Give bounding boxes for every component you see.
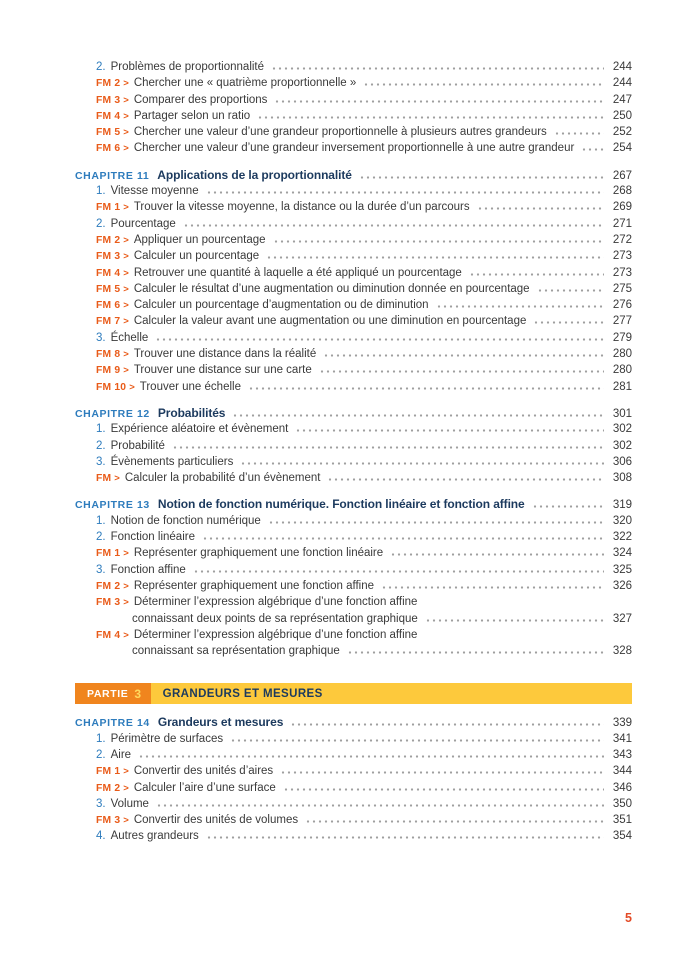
entry-title: Chercher une valeur d’une grandeur inversement proportionnelle à une autre grandeur bbox=[133, 142, 575, 155]
page-ref: 280 bbox=[612, 348, 632, 361]
entry-title: Volume bbox=[110, 797, 149, 810]
toc-method-row bbox=[75, 199, 632, 215]
toc-method-row bbox=[75, 140, 632, 156]
method-chevron-icon: > bbox=[123, 580, 129, 592]
method-chevron-icon: > bbox=[123, 782, 129, 794]
entry-title-continued: connaissant deux points de sa représentation graphique bbox=[132, 612, 418, 625]
dotted-leader bbox=[268, 521, 604, 524]
page-ref: 325 bbox=[612, 563, 632, 576]
page-ref: 319 bbox=[612, 499, 632, 512]
part-banner bbox=[75, 683, 632, 704]
method-chevron-icon: > bbox=[123, 143, 129, 155]
page-ref: 343 bbox=[612, 748, 632, 761]
dotted-leader bbox=[257, 116, 604, 119]
page-number: 5 bbox=[625, 911, 632, 925]
dotted-leader bbox=[232, 414, 604, 417]
toc-section-row bbox=[75, 747, 632, 763]
dotted-leader bbox=[554, 132, 604, 135]
entry-title: Fonction linéaire bbox=[110, 531, 195, 544]
method-label: FM 2 bbox=[96, 78, 121, 90]
toc-section-row bbox=[75, 796, 632, 812]
dotted-leader bbox=[319, 370, 604, 373]
dotted-leader bbox=[436, 305, 604, 308]
page-ref: 250 bbox=[612, 109, 632, 122]
toc-section-row bbox=[75, 183, 632, 199]
toc-method-row bbox=[75, 92, 632, 108]
method-label: FM 9 bbox=[96, 365, 121, 377]
toc-method-row bbox=[75, 594, 632, 610]
entry-title-continued: connaissant sa représentation graphique bbox=[132, 645, 340, 658]
dotted-leader bbox=[274, 100, 604, 103]
page-ref: 267 bbox=[612, 169, 632, 182]
page-ref: 275 bbox=[612, 282, 632, 295]
method-chevron-icon: > bbox=[123, 597, 129, 609]
method-chevron-icon: > bbox=[123, 267, 129, 279]
entry-title: Calculer la valeur avant une augmentation ou une diminution en pourcentage bbox=[133, 315, 527, 328]
toc-method-row bbox=[75, 232, 632, 248]
part-label: PARTIE bbox=[87, 687, 129, 700]
page-ref: 271 bbox=[612, 217, 632, 230]
method-chevron-icon: > bbox=[123, 365, 129, 377]
toc-method-row bbox=[75, 75, 632, 91]
dotted-leader bbox=[202, 537, 604, 540]
dotted-leader bbox=[156, 804, 604, 807]
method-label: FM 6 bbox=[96, 300, 121, 312]
method-chevron-icon: > bbox=[123, 548, 129, 560]
toc-method-row bbox=[75, 281, 632, 297]
section-number: 3. bbox=[96, 563, 106, 576]
entry-title: Convertir des unités de volumes bbox=[133, 814, 299, 827]
entry-title: Notion de fonction numérique bbox=[110, 514, 261, 527]
entry-title: Probabilité bbox=[110, 439, 165, 452]
method-label: FM 3 bbox=[96, 251, 121, 263]
entry-title: Représenter graphiquement une fonction linéaire bbox=[133, 547, 384, 560]
page-ref: 302 bbox=[612, 423, 632, 436]
entry-title: Aire bbox=[110, 748, 132, 761]
toc-content bbox=[75, 59, 632, 845]
entry-title: Comparer des proportions bbox=[133, 93, 268, 106]
toc-method-row-continuation bbox=[75, 643, 632, 659]
dotted-leader bbox=[172, 446, 604, 449]
part-title: GRANDEURS ET MESURES bbox=[151, 683, 632, 704]
toc-method-row bbox=[75, 379, 632, 395]
method-label: FM 6 bbox=[96, 143, 121, 155]
toc-chapter-row bbox=[75, 167, 632, 183]
section-number: 3. bbox=[96, 455, 106, 468]
dotted-leader bbox=[537, 289, 604, 292]
dotted-leader bbox=[581, 148, 604, 151]
method-chevron-icon: > bbox=[123, 283, 129, 295]
dotted-leader bbox=[323, 354, 604, 357]
entry-title: Trouver une échelle bbox=[139, 380, 241, 393]
dotted-leader bbox=[271, 67, 604, 70]
dotted-leader bbox=[363, 83, 604, 86]
toc-method-row bbox=[75, 470, 632, 486]
method-label: FM 3 bbox=[96, 597, 121, 609]
entry-title: Calculer le résultat d’une augmentation ou diminution donnée en pourcentage bbox=[133, 282, 530, 295]
dotted-leader bbox=[206, 836, 604, 839]
entry-title: Trouver la vitesse moyenne, la distance ou la durée d’un parcours bbox=[133, 201, 470, 214]
chapter-label: CHAPITRE 12 bbox=[75, 407, 150, 420]
toc-method-row bbox=[75, 812, 632, 828]
method-label: FM 1 bbox=[96, 766, 121, 778]
dotted-leader bbox=[283, 788, 604, 791]
toc-method-row bbox=[75, 362, 632, 378]
toc-section-row bbox=[75, 454, 632, 470]
method-chevron-icon: > bbox=[123, 629, 129, 641]
toc-method-row bbox=[75, 763, 632, 779]
toc-section-row bbox=[75, 562, 632, 578]
dotted-leader bbox=[266, 256, 604, 259]
entry-title: Représenter graphiquement une fonction affine bbox=[133, 579, 375, 592]
page-ref: 351 bbox=[612, 814, 632, 827]
toc-chapter-row bbox=[75, 405, 632, 421]
toc-section-row bbox=[75, 216, 632, 232]
section-number: 1. bbox=[96, 423, 106, 436]
toc-method-row bbox=[75, 248, 632, 264]
method-chevron-icon: > bbox=[123, 349, 129, 361]
dotted-leader bbox=[193, 570, 604, 573]
page-ref: 344 bbox=[612, 765, 632, 778]
section-number: 3. bbox=[96, 797, 106, 810]
page-ref: 328 bbox=[612, 645, 632, 658]
method-chevron-icon: > bbox=[123, 234, 129, 246]
entry-title: Pourcentage bbox=[110, 217, 176, 230]
dotted-leader bbox=[532, 505, 604, 508]
page-ref: 354 bbox=[612, 830, 632, 843]
page-ref: 326 bbox=[612, 579, 632, 592]
method-chevron-icon: > bbox=[123, 316, 129, 328]
toc-section-row bbox=[75, 330, 632, 346]
section-number: 3. bbox=[96, 331, 106, 344]
entry-title: Calculer un pourcentage bbox=[133, 250, 260, 263]
dotted-leader bbox=[425, 619, 604, 622]
page-ref: 324 bbox=[612, 547, 632, 560]
entry-title: Calculer l’aire d’une surface bbox=[133, 781, 276, 794]
method-chevron-icon: > bbox=[123, 815, 129, 827]
page-ref: 308 bbox=[612, 472, 632, 485]
page-ref: 279 bbox=[612, 331, 632, 344]
page-ref: 244 bbox=[612, 77, 632, 90]
chapter-title: Grandeurs et mesures bbox=[157, 715, 284, 730]
entry-title: Convertir des unités d’aires bbox=[133, 765, 274, 778]
entry-title: Déterminer l’expression algébrique d’une fonction affine bbox=[133, 596, 418, 609]
method-chevron-icon: > bbox=[123, 300, 129, 312]
page-ref: 273 bbox=[612, 266, 632, 279]
section-number: 2. bbox=[96, 439, 106, 452]
entry-title: Évènements particuliers bbox=[110, 455, 234, 468]
section-number: 2. bbox=[96, 217, 106, 230]
page-ref: 252 bbox=[612, 126, 632, 139]
dotted-leader bbox=[327, 478, 604, 481]
chapter-title: Notion de fonction numérique. Fonction linéaire et fonction affine bbox=[157, 497, 525, 512]
entry-title: Fonction affine bbox=[110, 563, 186, 576]
page-ref: 327 bbox=[612, 612, 632, 625]
toc-chapter-row bbox=[75, 496, 632, 512]
toc-section-row bbox=[75, 421, 632, 437]
page-ref: 341 bbox=[612, 732, 632, 745]
method-label: FM 10 bbox=[96, 381, 127, 393]
page-ref: 302 bbox=[612, 439, 632, 452]
toc-method-row bbox=[75, 265, 632, 281]
page-ref: 247 bbox=[612, 93, 632, 106]
toc-section-row bbox=[75, 731, 632, 747]
dotted-leader bbox=[477, 207, 604, 210]
method-label: FM 8 bbox=[96, 349, 121, 361]
entry-title: Périmètre de surfaces bbox=[110, 732, 224, 745]
section-number: 2. bbox=[96, 531, 106, 544]
method-label: FM 2 bbox=[96, 580, 121, 592]
page-ref: 346 bbox=[612, 781, 632, 794]
page-ref: 301 bbox=[612, 407, 632, 420]
toc-section-row bbox=[75, 438, 632, 454]
dotted-leader bbox=[533, 321, 604, 324]
dotted-leader bbox=[295, 429, 604, 432]
method-label: FM 5 bbox=[96, 127, 121, 139]
section-number: 4. bbox=[96, 830, 106, 843]
part-number: 3 bbox=[134, 686, 142, 701]
method-chevron-icon: > bbox=[123, 202, 129, 214]
entry-title: Échelle bbox=[110, 331, 149, 344]
entry-title: Appliquer un pourcentage bbox=[133, 233, 266, 246]
method-label: FM 5 bbox=[96, 283, 121, 295]
method-label: FM 1 bbox=[96, 548, 121, 560]
toc-method-row-continuation bbox=[75, 611, 632, 627]
toc-method-row bbox=[75, 124, 632, 140]
method-label: FM 4 bbox=[96, 629, 121, 641]
chapter-label: CHAPITRE 11 bbox=[75, 169, 150, 182]
dotted-leader bbox=[381, 586, 604, 589]
page-ref: 281 bbox=[612, 380, 632, 393]
entry-title: Vitesse moyenne bbox=[110, 185, 199, 198]
entry-title: Calculer un pourcentage d’augmentation ou de diminution bbox=[133, 299, 429, 312]
method-label: FM 3 bbox=[96, 94, 121, 106]
page-ref: 320 bbox=[612, 514, 632, 527]
toc-method-row bbox=[75, 297, 632, 313]
toc-method-row bbox=[75, 578, 632, 594]
chapter-label: CHAPITRE 14 bbox=[75, 717, 150, 730]
toc-method-row bbox=[75, 108, 632, 124]
dotted-leader bbox=[206, 191, 604, 194]
dotted-leader bbox=[469, 273, 604, 276]
chapter-title: Applications de la proportionnalité bbox=[157, 167, 352, 182]
toc-chapter-row bbox=[75, 714, 632, 730]
page-ref: 322 bbox=[612, 531, 632, 544]
method-chevron-icon: > bbox=[123, 110, 129, 122]
method-chevron-icon: > bbox=[123, 78, 129, 90]
method-label: FM 4 bbox=[96, 267, 121, 279]
page-ref: 244 bbox=[612, 61, 632, 73]
dotted-leader bbox=[305, 820, 604, 823]
entry-title: Retrouver une quantité à laquelle a été appliqué un pourcentage bbox=[133, 266, 462, 279]
dotted-leader bbox=[347, 651, 604, 654]
page-ref: 350 bbox=[612, 797, 632, 810]
entry-title: Partager selon un ratio bbox=[133, 109, 251, 122]
page-ref: 272 bbox=[612, 233, 632, 246]
dotted-leader bbox=[138, 755, 604, 758]
section-number: 1. bbox=[96, 514, 106, 527]
dotted-leader bbox=[280, 771, 604, 774]
toc-method-row bbox=[75, 313, 632, 329]
page-ref: 254 bbox=[612, 142, 632, 155]
method-chevron-icon: > bbox=[114, 473, 120, 485]
entry-title: Autres grandeurs bbox=[110, 830, 199, 843]
method-label: FM 4 bbox=[96, 110, 121, 122]
toc-section-row bbox=[75, 59, 632, 75]
dotted-leader bbox=[230, 739, 604, 742]
entry-title: Problèmes de proportionnalité bbox=[110, 61, 265, 73]
page-ref: 269 bbox=[612, 201, 632, 214]
method-label: FM 2 bbox=[96, 234, 121, 246]
method-chevron-icon: > bbox=[129, 381, 135, 393]
page-ref: 273 bbox=[612, 250, 632, 263]
toc-method-row bbox=[75, 346, 632, 362]
dotted-leader bbox=[273, 240, 604, 243]
dotted-leader bbox=[390, 553, 604, 556]
page-ref: 276 bbox=[612, 299, 632, 312]
page-ref: 306 bbox=[612, 455, 632, 468]
method-label: FM 1 bbox=[96, 202, 121, 214]
method-label: FM bbox=[96, 473, 112, 485]
dotted-leader bbox=[183, 224, 604, 227]
entry-title: Trouver une distance dans la réalité bbox=[133, 348, 317, 361]
section-number: 2. bbox=[96, 748, 106, 761]
entry-title: Déterminer l’expression algébrique d’une fonction affine bbox=[133, 628, 418, 641]
method-chevron-icon: > bbox=[123, 127, 129, 139]
entry-title: Chercher une « quatrième proportionnelle » bbox=[133, 77, 357, 90]
toc-method-row bbox=[75, 627, 632, 643]
method-chevron-icon: > bbox=[123, 94, 129, 106]
page-ref: 280 bbox=[612, 364, 632, 377]
dotted-leader bbox=[155, 338, 604, 341]
chapter-title: Probabilités bbox=[157, 405, 226, 420]
dotted-leader bbox=[240, 462, 604, 465]
entry-title: Expérience aléatoire et évènement bbox=[110, 423, 289, 436]
method-chevron-icon: > bbox=[123, 766, 129, 778]
section-number: 1. bbox=[96, 732, 106, 745]
toc-section-row bbox=[75, 529, 632, 545]
method-chevron-icon: > bbox=[123, 251, 129, 263]
dotted-leader bbox=[359, 176, 604, 179]
part-banner-chip bbox=[75, 683, 151, 704]
chapter-label: CHAPITRE 13 bbox=[75, 499, 150, 512]
section-number: 1. bbox=[96, 185, 106, 198]
entry-title: Trouver une distance sur une carte bbox=[133, 364, 312, 377]
section-number: 2. bbox=[96, 61, 106, 73]
page-ref: 268 bbox=[612, 185, 632, 198]
entry-title: Chercher une valeur d’une grandeur proportionnelle à plusieurs autres grandeurs bbox=[133, 126, 547, 139]
toc-method-row bbox=[75, 780, 632, 796]
method-label: FM 3 bbox=[96, 815, 121, 827]
toc-section-row bbox=[75, 828, 632, 844]
page-ref: 339 bbox=[612, 717, 632, 730]
toc-section-row bbox=[75, 513, 632, 529]
method-label: FM 2 bbox=[96, 782, 121, 794]
dotted-leader bbox=[290, 723, 604, 726]
method-label: FM 7 bbox=[96, 316, 121, 328]
dotted-leader bbox=[248, 387, 604, 390]
toc-method-row bbox=[75, 545, 632, 561]
entry-title: Calculer la probabilité d’un évènement bbox=[124, 472, 321, 485]
page-ref: 277 bbox=[612, 315, 632, 328]
